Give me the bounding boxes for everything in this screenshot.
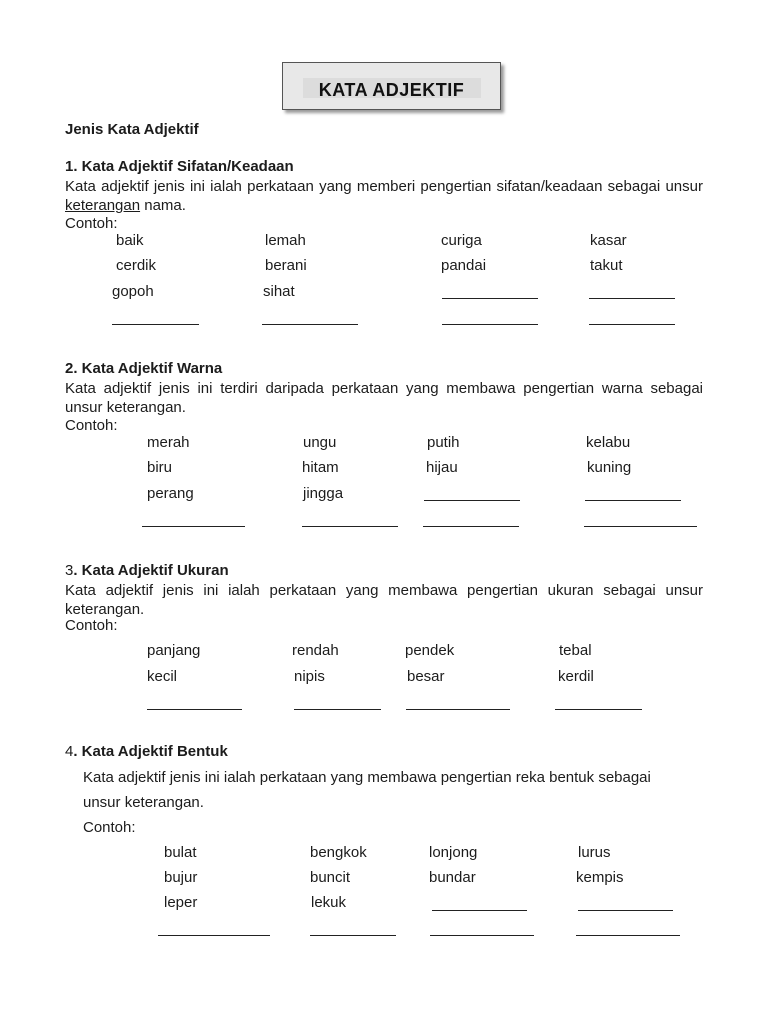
answer-blank[interactable] [147,709,242,710]
word: kecil [147,668,178,685]
word: lekuk [311,894,347,911]
word: lonjong [429,844,478,861]
answer-blank[interactable] [578,910,673,911]
answer-blank[interactable] [142,526,245,527]
section-2-contoh: Contoh: [65,417,118,434]
answer-blank[interactable] [310,935,396,936]
word: sihat [263,283,295,300]
word: baik [116,232,144,249]
answer-blank[interactable] [576,935,680,936]
word: merah [147,434,190,451]
word: rendah [292,642,339,659]
answer-blank[interactable] [423,526,519,527]
word: panjang [147,642,201,659]
answer-blank[interactable] [430,935,534,936]
section-1-description: Kata adjektif jenis ini ialah perkataan yang memberi pengertian sifatan/keadaan sebagai unsur keterangan nama. [65,178,703,214]
word: gopoh [112,283,154,300]
answer-blank[interactable] [584,526,697,527]
answer-blank[interactable] [424,500,520,501]
answer-blank[interactable] [294,709,381,710]
answer-blank[interactable] [262,324,358,325]
answer-blank[interactable] [302,526,398,527]
word: pandai [441,257,487,274]
page-title: KATA ADJEKTIF [318,80,465,100]
section-3-contoh: Contoh: [65,617,118,634]
word: takut [590,257,623,274]
section-3-description: Kata adjektif jenis ini ialah perkataan yang membawa pengertian ukuran sebagai unsur keterangan. [65,582,703,618]
word: putih [427,434,460,451]
word: kempis [576,869,624,886]
answer-blank[interactable] [585,500,681,501]
section-3-heading: 3. Kata Adjektif Ukuran [65,562,229,579]
main-heading: Jenis Kata Adjektif [65,121,199,138]
word: hitam [302,459,339,476]
word: kasar [590,232,627,249]
underlined-word: keterangan [65,197,141,214]
word: kuning [587,459,632,476]
answer-blank[interactable] [442,324,538,325]
section-4-heading: 4. Kata Adjektif Bentuk [65,743,228,760]
word: lurus [578,844,611,861]
answer-blank[interactable] [112,324,199,325]
word: lemah [265,232,306,249]
word: berani [265,257,307,274]
word: bulat [164,844,197,861]
word: perang [147,485,194,502]
section-4-contoh: Contoh: [83,819,136,836]
section-2-description: Kata adjektif jenis ini terdiri daripada perkataan yang membawa pengertian warna sebagai unsur keterangan. [65,380,703,416]
answer-blank[interactable] [432,910,527,911]
answer-blank[interactable] [555,709,642,710]
word: biru [147,459,173,476]
word: tebal [559,642,592,659]
word: besar [407,668,445,685]
section-4-description-line-2: unsur keterangan. [83,794,204,811]
word: nipis [294,668,325,685]
word: kelabu [586,434,631,451]
word: pendek [405,642,455,659]
section-4-description-line-1: Kata adjektif jenis ini ialah perkataan yang membawa pengertian reka bentuk sebagai [83,769,651,786]
word: curiga [441,232,482,249]
section-2-heading: 2. Kata Adjektif Warna [65,360,223,377]
word: bujur [164,869,198,886]
answer-blank[interactable] [406,709,510,710]
word: bengkok [310,844,367,861]
answer-blank[interactable] [589,324,675,325]
title-box [282,62,501,110]
section-1-heading: 1. Kata Adjektif Sifatan/Keadaan [65,158,294,175]
section-1-contoh: Contoh: [65,215,118,232]
answer-blank[interactable] [442,298,538,299]
word: hijau [426,459,458,476]
answer-blank[interactable] [589,298,675,299]
word: buncit [310,869,351,886]
word: bundar [429,869,476,886]
word: kerdil [558,668,594,685]
word: cerdik [116,257,157,274]
word: ungu [303,434,337,451]
word: jingga [303,485,344,502]
answer-blank[interactable] [158,935,270,936]
word: leper [164,894,198,911]
